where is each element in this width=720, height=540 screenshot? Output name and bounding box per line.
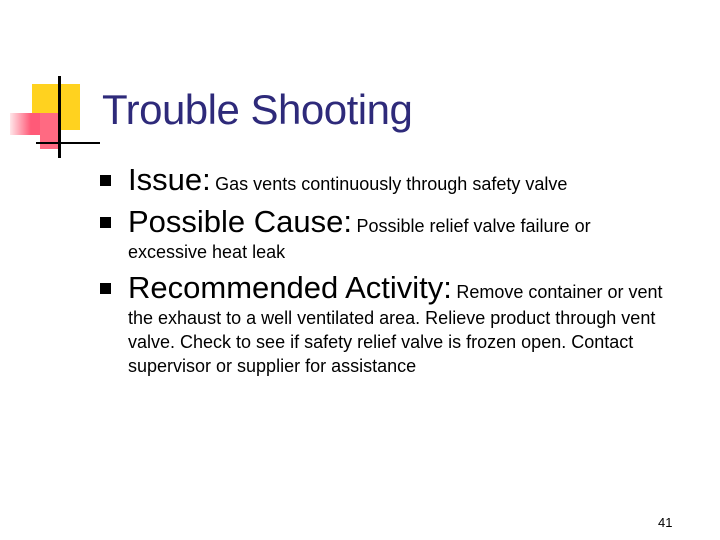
bullet-continuation: excessive heat leak xyxy=(128,242,286,262)
bullet-detail: Possible relief valve failure or xyxy=(356,216,591,236)
bullet-detail: Remove container or vent xyxy=(456,282,663,302)
bullet-lead: Issue: xyxy=(128,162,211,197)
square-bullet-icon xyxy=(100,175,111,186)
crosshair-logo-icon xyxy=(0,0,120,170)
bullet-issue xyxy=(100,162,700,198)
bullet-continuation: the exhaust to a well ventilated area. Relieve product through vent valve. Check to see if safety relief valve is frozen open. Contact supervisor or supplier for assistance xyxy=(128,308,656,376)
page-number: 41 xyxy=(658,515,673,530)
bullet-detail: Gas vents continuously through safety valve xyxy=(215,174,568,194)
vertical-line xyxy=(58,76,61,158)
horizontal-line xyxy=(36,142,100,144)
bullet-line xyxy=(128,204,700,240)
bullet-possible-cause xyxy=(100,204,700,264)
bullet-line xyxy=(128,162,700,198)
slide-title: Trouble Shooting xyxy=(102,86,413,133)
square-bullet-icon xyxy=(100,217,111,228)
bullet-line xyxy=(128,270,700,306)
bullet-recommended-activity xyxy=(100,270,700,378)
bullet-list xyxy=(100,162,700,384)
bullet-lead: Recommended Activity: xyxy=(128,270,452,305)
square-bullet-icon xyxy=(100,283,111,294)
bullet-lead: Possible Cause: xyxy=(128,204,353,239)
